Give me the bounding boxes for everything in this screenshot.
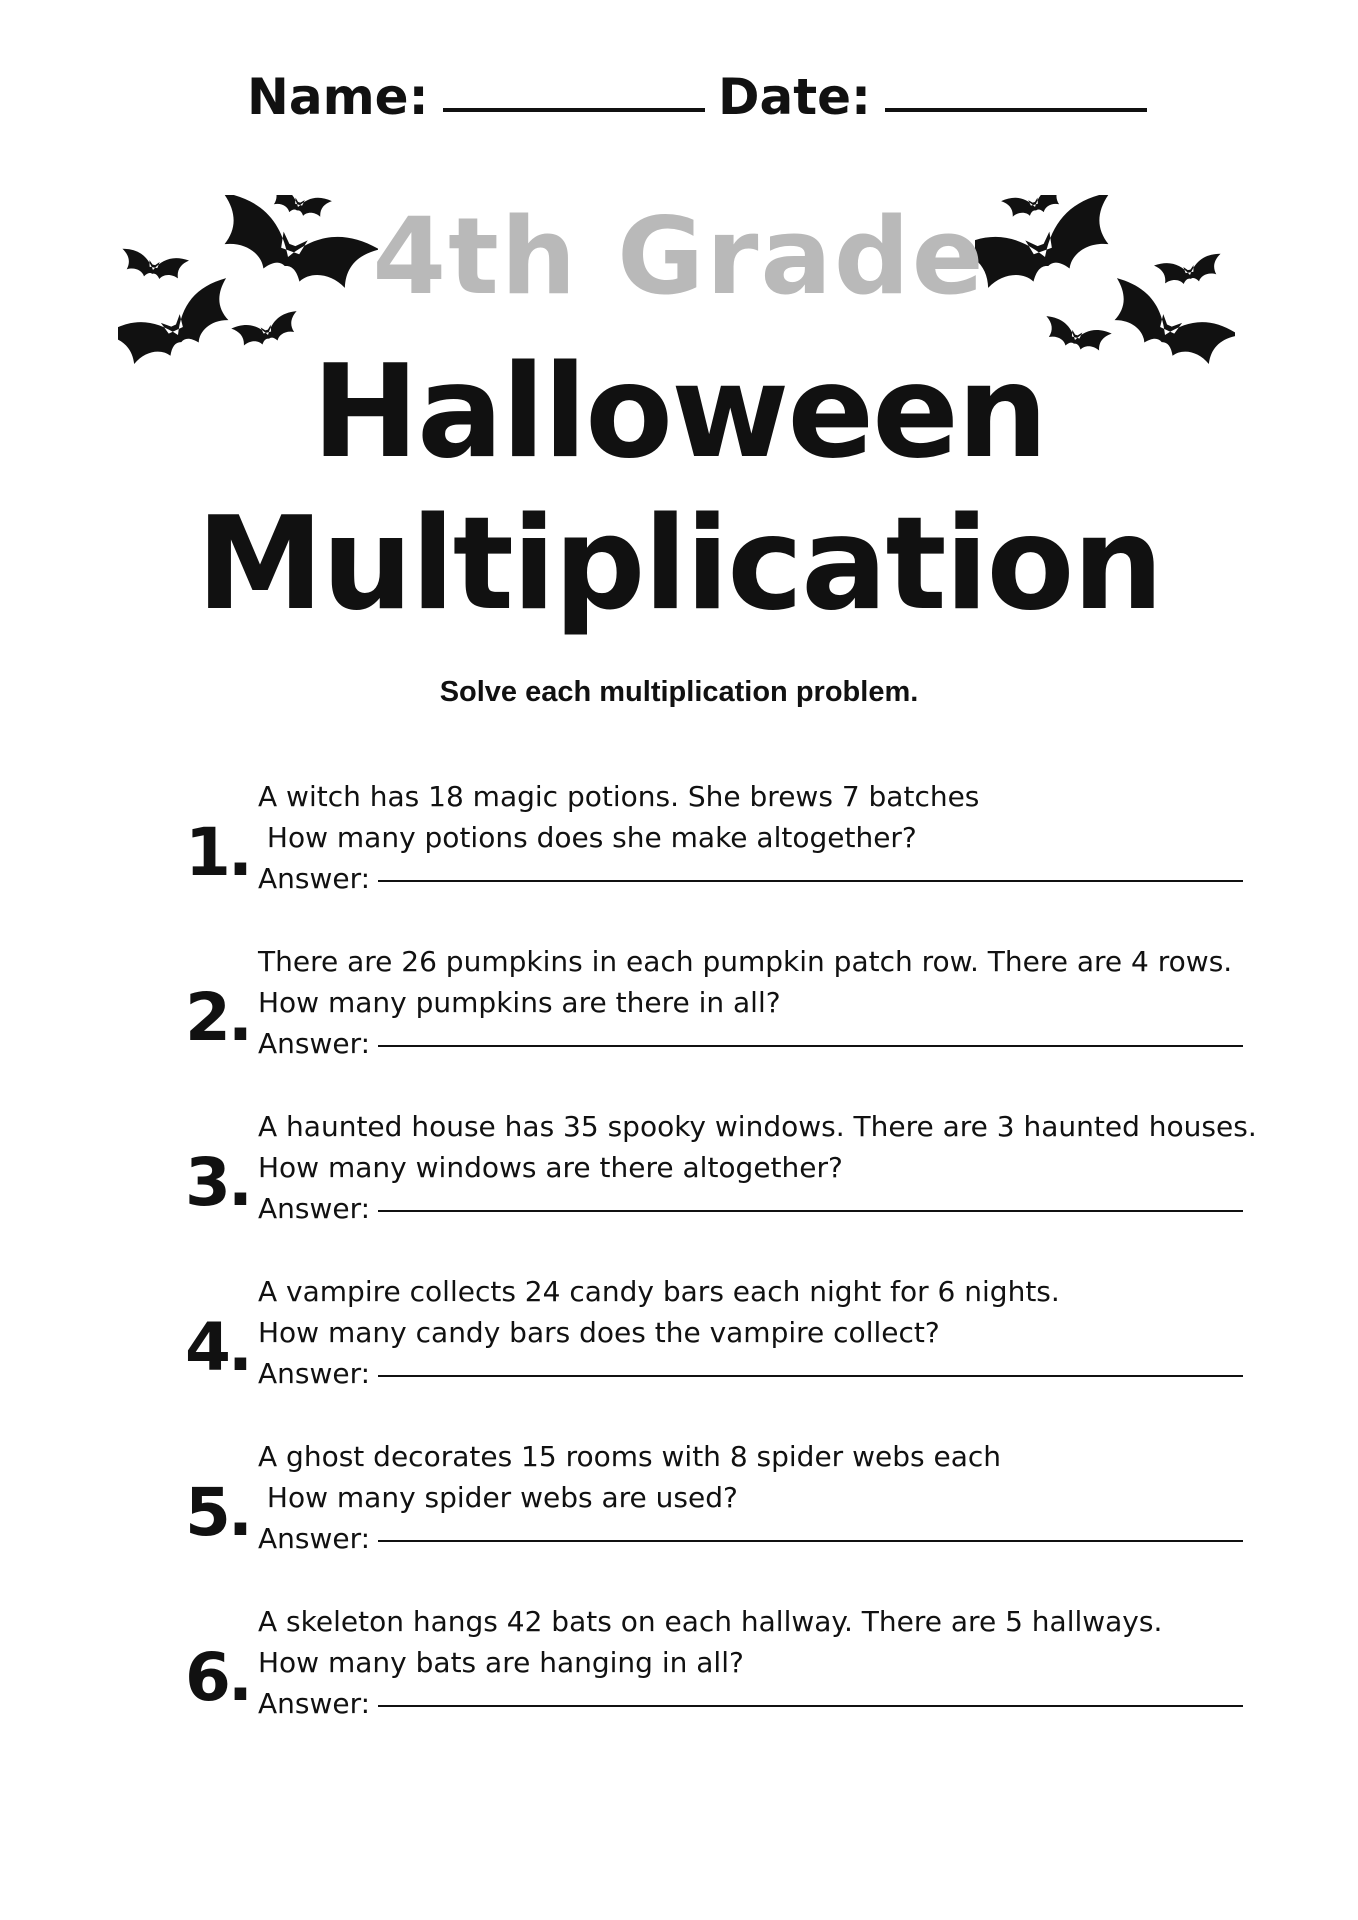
problem-4 bbox=[0, 1271, 1358, 1411]
title-halloween: Halloween bbox=[311, 338, 1047, 487]
answer-label: Answer: bbox=[258, 862, 371, 895]
date-label: Date: bbox=[718, 68, 872, 126]
date-field[interactable] bbox=[718, 68, 1147, 126]
answer-line[interactable] bbox=[378, 1705, 1243, 1707]
problem-text-line1: There are 26 pumpkins in each pumpkin patch row. There are 4 rows. bbox=[258, 945, 1233, 978]
answer-label: Answer: bbox=[258, 1357, 371, 1390]
problem-text-line2: How many candy bars does the vampire collect? bbox=[258, 1316, 940, 1349]
problem-number: 1. bbox=[185, 814, 250, 891]
problem-number: 4. bbox=[185, 1309, 250, 1386]
problem-text-line2: How many bats are hanging in all? bbox=[258, 1646, 744, 1679]
answer-label: Answer: bbox=[258, 1522, 371, 1555]
instruction-text: Solve each multiplication problem. bbox=[439, 676, 919, 708]
answer-row[interactable] bbox=[258, 1188, 1243, 1229]
problem-text-line1: A witch has 18 magic potions. She brews 7 batches bbox=[258, 780, 980, 813]
problem-number: 2. bbox=[185, 979, 250, 1056]
answer-row[interactable] bbox=[258, 1023, 1243, 1064]
problem-2 bbox=[0, 941, 1358, 1081]
problem-number: 5. bbox=[185, 1474, 250, 1551]
answer-line[interactable] bbox=[378, 1210, 1243, 1212]
problem-text-line1: A skeleton hangs 42 bats on each hallway. There are 5 hallways. bbox=[258, 1605, 1163, 1638]
name-blank-line[interactable] bbox=[443, 108, 705, 112]
problem-6 bbox=[0, 1601, 1358, 1741]
answer-line[interactable] bbox=[378, 1375, 1243, 1377]
answer-row[interactable] bbox=[258, 858, 1243, 899]
title-multiplication: Multiplication bbox=[196, 490, 1162, 639]
problem-text-line2: How many windows are there altogether? bbox=[258, 1151, 843, 1184]
name-label: Name: bbox=[247, 68, 429, 126]
answer-label: Answer: bbox=[258, 1027, 371, 1060]
answer-line[interactable] bbox=[378, 1540, 1243, 1542]
problem-text-line1: A ghost decorates 15 rooms with 8 spider webs each bbox=[258, 1440, 1001, 1473]
answer-line[interactable] bbox=[378, 880, 1243, 882]
problem-text-line2: How many spider webs are used? bbox=[258, 1481, 738, 1514]
problem-5 bbox=[0, 1436, 1358, 1576]
problem-number: 3. bbox=[185, 1144, 250, 1221]
problem-text-line2: How many potions does she make altogether? bbox=[258, 821, 917, 854]
name-field[interactable] bbox=[247, 68, 705, 126]
answer-label: Answer: bbox=[258, 1687, 371, 1720]
answer-label: Answer: bbox=[258, 1192, 371, 1225]
problem-text-line1: A haunted house has 35 spooky windows. There are 3 haunted houses. bbox=[258, 1110, 1257, 1143]
problem-number: 6. bbox=[185, 1639, 250, 1716]
problem-text-line2: How many pumpkins are there in all? bbox=[258, 986, 781, 1019]
answer-row[interactable] bbox=[258, 1683, 1243, 1724]
answer-line[interactable] bbox=[378, 1045, 1243, 1047]
problem-text-line1: A vampire collects 24 candy bars each night for 6 nights. bbox=[258, 1275, 1060, 1308]
answer-row[interactable] bbox=[258, 1353, 1243, 1394]
problem-1 bbox=[0, 776, 1358, 916]
grade-title: 4th Grade bbox=[372, 195, 986, 318]
problem-3 bbox=[0, 1106, 1358, 1246]
date-blank-line[interactable] bbox=[885, 108, 1147, 112]
answer-row[interactable] bbox=[258, 1518, 1243, 1559]
